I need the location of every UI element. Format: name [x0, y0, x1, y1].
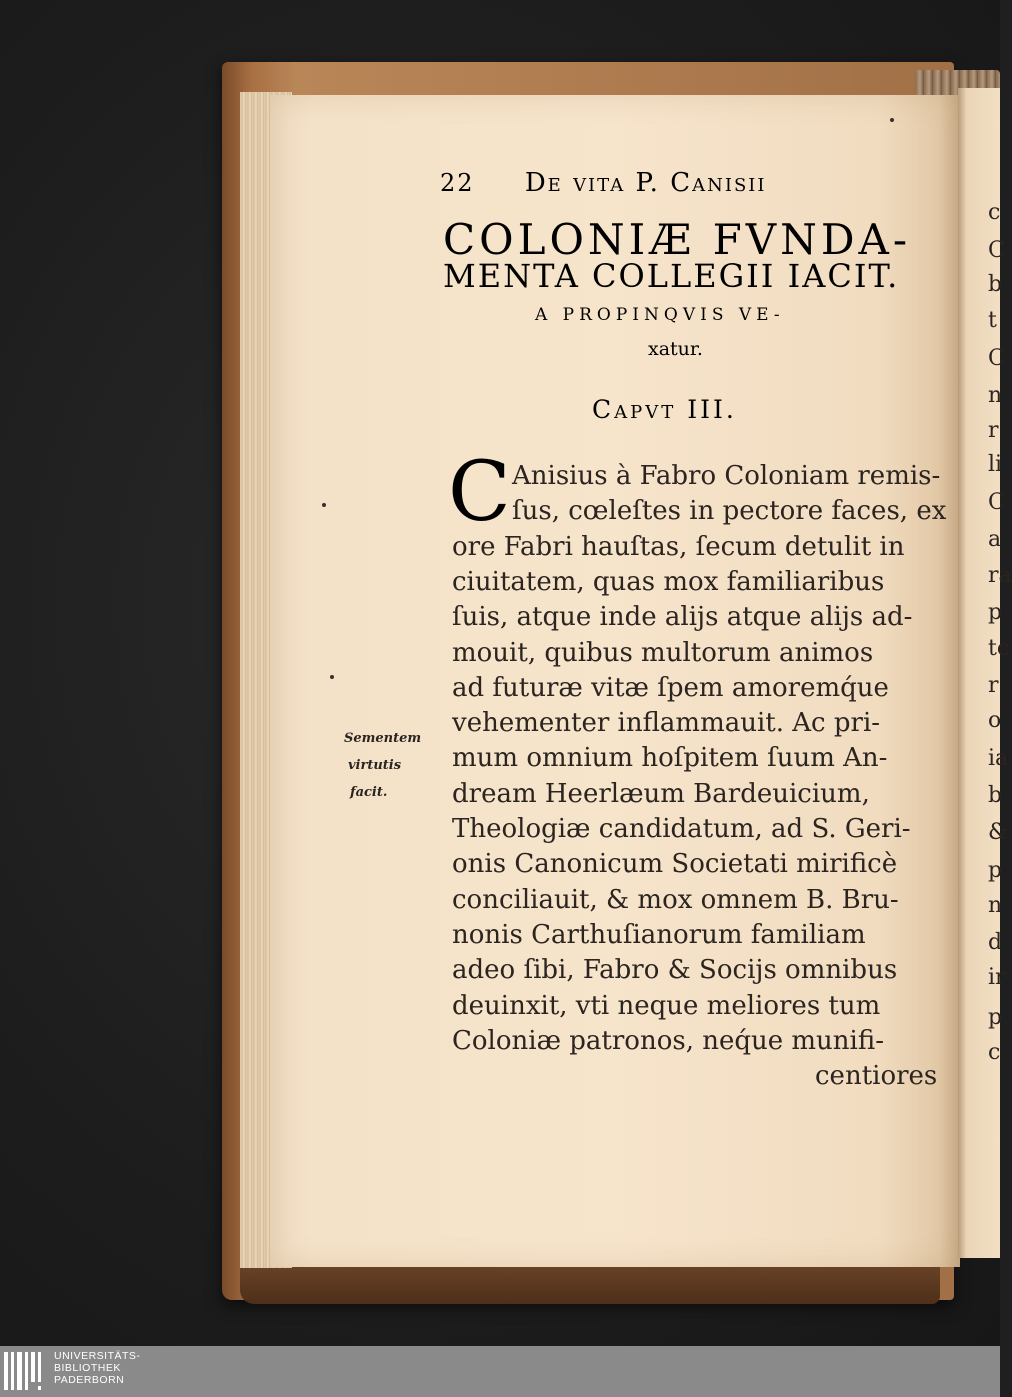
facing-page-letter: p [988, 1005, 1003, 1030]
chapter-title-line-2: MENTA COLLEGII IACIT. [443, 257, 900, 295]
facing-page-letter: b [988, 783, 1003, 808]
body-line: ad futuræ vitæ ſpem amoremq́ue [452, 672, 889, 703]
facing-page-letter: o [988, 708, 1002, 733]
body-line: dream Heerlæum Bardeuicium, [452, 778, 870, 809]
facing-page-letter: r [988, 418, 999, 443]
body-line: ſus, cœleſtes in pectore faces, ex [512, 496, 947, 527]
chapter-title-line-1: COLONIÆ FVNDA- [443, 215, 912, 264]
ink-speck [890, 118, 894, 122]
ink-speck [330, 675, 334, 679]
facing-page-letter: b [988, 272, 1003, 297]
body-line: ciuitatem, quas mox familiaribus [452, 566, 885, 597]
margin-note-line: virtutis [348, 758, 402, 773]
facing-page-letter: & [988, 820, 1008, 845]
ink-speck [322, 503, 326, 507]
body-line: Coloniæ patronos, neq́ue munifi- [452, 1025, 884, 1056]
facing-page-letter: d [988, 930, 1003, 955]
library-logo-icon [2, 1348, 48, 1394]
body-line: deuinxit, vti neque meliores tum [452, 990, 881, 1021]
margin-note-line: Sementem [344, 731, 422, 746]
right-page [958, 88, 1012, 1258]
library-name-line-2: BIBLIOTHEK [54, 1362, 121, 1374]
chapter-title-line-4: xatur. [648, 338, 703, 360]
body-line: ore Fabri hauſtas, ſecum detulit in [452, 531, 905, 562]
page-number: 22 [440, 169, 475, 197]
body-line: nonis Carthuſianorum familiam [452, 919, 866, 950]
facing-page-letter: ir [988, 965, 1006, 990]
facing-page-letter: C [988, 346, 1005, 371]
facing-page-letter: li [988, 452, 1003, 477]
body-line: conciliauit, & mox omnem B. Bru- [452, 884, 899, 915]
running-head [440, 168, 920, 198]
chapter-title-line-3: A PROPINQVIS VE- [535, 305, 785, 325]
body-line: Theologiæ candidatum, ad S. Geri- [452, 814, 911, 844]
drop-cap: C [448, 445, 511, 540]
library-name-line-1: UNIVERSITÄTS- [54, 1350, 141, 1362]
body-line: onis Canonicum Societati mirificè [452, 849, 898, 880]
body-line: centiores [815, 1061, 938, 1092]
library-footer [0, 1346, 1000, 1397]
margin-note-line: facit. [350, 785, 388, 800]
running-head-text: De vita P. Canisii [524, 168, 767, 198]
body-line: ſuis, atque inde alijs atque alijs ad- [452, 602, 913, 633]
facing-page-letter: a [988, 527, 1002, 552]
facing-page-letter: C [988, 490, 1005, 515]
body-line: mouit, quibus multorum animos [452, 637, 874, 668]
facing-page-letter: n [988, 383, 1003, 408]
facing-page-letter: r [988, 673, 999, 698]
facing-page-letter: tc [988, 636, 1010, 661]
facing-page-letter: C [988, 238, 1005, 263]
body-line: Anisius à Fabro Coloniam remis- [512, 461, 941, 491]
facing-page-letter: t [988, 308, 997, 333]
body-line: adeo ſibi, Fabro & Socijs omnibus [452, 955, 898, 986]
body-line: vehementer inflammauit. Ac pri- [452, 708, 881, 739]
facing-page-letter: p [988, 600, 1003, 625]
library-name-line-3: PADERBORN [54, 1374, 125, 1386]
facing-page-letter: ra [988, 563, 1012, 588]
chapter-heading: Capvt III. [592, 395, 737, 424]
facing-page-letter: c [988, 200, 1001, 225]
facing-page-letter: p [988, 858, 1003, 883]
facing-page-letter: ia [988, 746, 1009, 771]
body-line: mum omnium hoſpitem ſuum An- [452, 743, 888, 774]
facing-page-letter: n [988, 893, 1003, 918]
facing-page-letter: c [988, 1040, 1001, 1065]
